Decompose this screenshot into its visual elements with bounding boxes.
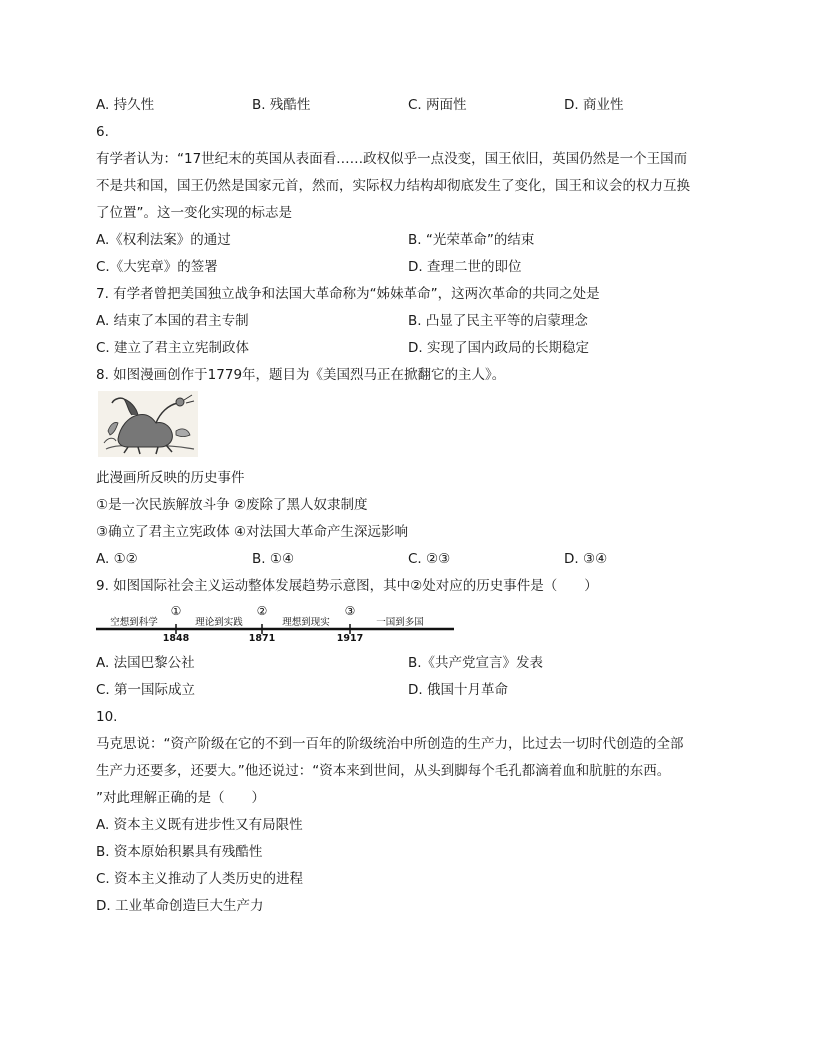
q8-option-a[interactable]: A. ①② xyxy=(96,551,138,567)
q7-option-d[interactable]: D. 实现了国内政局的长期稳定 xyxy=(408,340,589,356)
q5-option-b[interactable]: B. 残酷性 xyxy=(252,97,311,113)
q9-option-d[interactable]: D. 俄国十月革命 xyxy=(408,682,508,698)
cartoon-horse-throwing-rider-image xyxy=(98,391,198,457)
q6-options-row-1 xyxy=(96,227,720,254)
q7-options-row-1 xyxy=(96,308,720,335)
q6-options-row-2 xyxy=(96,254,720,281)
q10-stem-line-2: 生产力还要多，还要大。”他还说过：“资本来到世间，从头到脚每个毛孔都滴着血和肮脏的东西。 xyxy=(96,763,671,779)
q9-option-a[interactable]: A. 法国巴黎公社 xyxy=(96,655,195,671)
q6-option-d[interactable]: D. 查理二世的即位 xyxy=(408,259,522,275)
q9-options-row-1 xyxy=(96,650,720,677)
q6-number: 6. xyxy=(96,124,109,140)
q8-prompt: 此漫画所反映的历史事件 xyxy=(96,470,245,486)
q6-option-c[interactable]: C.《大宪章》的签署 xyxy=(96,259,218,275)
q5-option-a[interactable]: A. 持久性 xyxy=(96,97,155,113)
timeline-segment-1: 空想到科学 xyxy=(110,617,158,628)
q5-options xyxy=(96,92,720,119)
q6-stem-line-2: 不是共和国，国王仍然是国家元首，然而，实际权力结构却彻底发生了变化，国王和议会的权力互换 xyxy=(96,178,690,194)
q6-option-a[interactable]: A.《权利法案》的通过 xyxy=(96,232,231,248)
q7-option-c[interactable]: C. 建立了君主立宪制政体 xyxy=(96,340,250,356)
exam-page xyxy=(96,92,720,920)
q8-options xyxy=(96,546,720,573)
timeline-segment-4: 一国到多国 xyxy=(376,617,424,628)
timeline-marker-3: ③ xyxy=(344,604,356,618)
q9-stem: 9. 如图国际社会主义运动整体发展趋势示意图，其中②处对应的历史事件是（ ） xyxy=(96,578,598,594)
timeline-segment-2: 理论到实践 xyxy=(195,617,243,628)
q8-statement-1: ①是一次民族解放斗争 ②废除了黑人奴隶制度 xyxy=(96,497,368,513)
timeline-marker-1: ① xyxy=(170,604,182,618)
q8-statement-2: ③确立了君主立宪政体 ④对法国大革命产生深远影响 xyxy=(96,524,408,540)
q7-option-a[interactable]: A. 结束了本国的君主专制 xyxy=(96,313,249,329)
q9-option-b[interactable]: B.《共产党宣言》发表 xyxy=(408,655,544,671)
timeline-year-2: 1871 xyxy=(248,633,276,642)
q8-stem: 8. 如图漫画创作于1779年，题目为《美国烈马正在掀翻它的主人》。 xyxy=(96,367,506,383)
q7-stem: 7. 有学者曾把美国独立战争和法国大革命称为“姊妹革命”，这两次革命的共同之处是 xyxy=(96,286,600,302)
timeline-segment-3: 理想到现实 xyxy=(282,617,330,628)
q10-option-c[interactable]: C. 资本主义推动了人类历史的进程 xyxy=(96,871,304,887)
q8-option-b[interactable]: B. ①④ xyxy=(252,551,295,567)
q8-option-c[interactable]: C. ②③ xyxy=(408,551,451,567)
timeline-marker-2: ② xyxy=(256,604,268,618)
socialism-timeline-diagram xyxy=(96,602,456,642)
q9-option-c[interactable]: C. 第一国际成立 xyxy=(96,682,196,698)
timeline-year-1: 1848 xyxy=(162,633,190,642)
q10-stem-line-3: ”对此理解正确的是（ ） xyxy=(96,790,265,806)
q10-option-d[interactable]: D. 工业革命创造巨大生产力 xyxy=(96,898,264,914)
q5-option-c[interactable]: C. 两面性 xyxy=(408,97,467,113)
q10-option-a[interactable]: A. 资本主义既有进步性又有局限性 xyxy=(96,817,303,833)
q6-stem-line-3: 了位置”。这一变化实现的标志是 xyxy=(96,205,292,221)
q8-option-d[interactable]: D. ③④ xyxy=(564,551,608,567)
q7-option-b[interactable]: B. 凸显了民主平等的启蒙理念 xyxy=(408,313,588,329)
q10-stem-line-1: 马克思说：“资产阶级在它的不到一百年的阶级统治中所创造的生产力，比过去一切时代创造的全部 xyxy=(96,736,684,752)
q7-options-row-2 xyxy=(96,335,720,362)
timeline-year-3: 1917 xyxy=(336,633,364,642)
q10-number: 10. xyxy=(96,709,118,725)
q5-option-d[interactable]: D. 商业性 xyxy=(564,97,624,113)
q6-option-b[interactable]: B. “光荣革命”的结束 xyxy=(408,232,535,248)
q6-stem-line-1: 有学者认为：“17世纪末的英国从表面看……政权似乎一点没变，国王依旧，英国仍然是一个王国而 xyxy=(96,151,688,167)
q10-option-b[interactable]: B. 资本原始积累具有残酷性 xyxy=(96,844,263,860)
q9-options-row-2 xyxy=(96,677,720,704)
